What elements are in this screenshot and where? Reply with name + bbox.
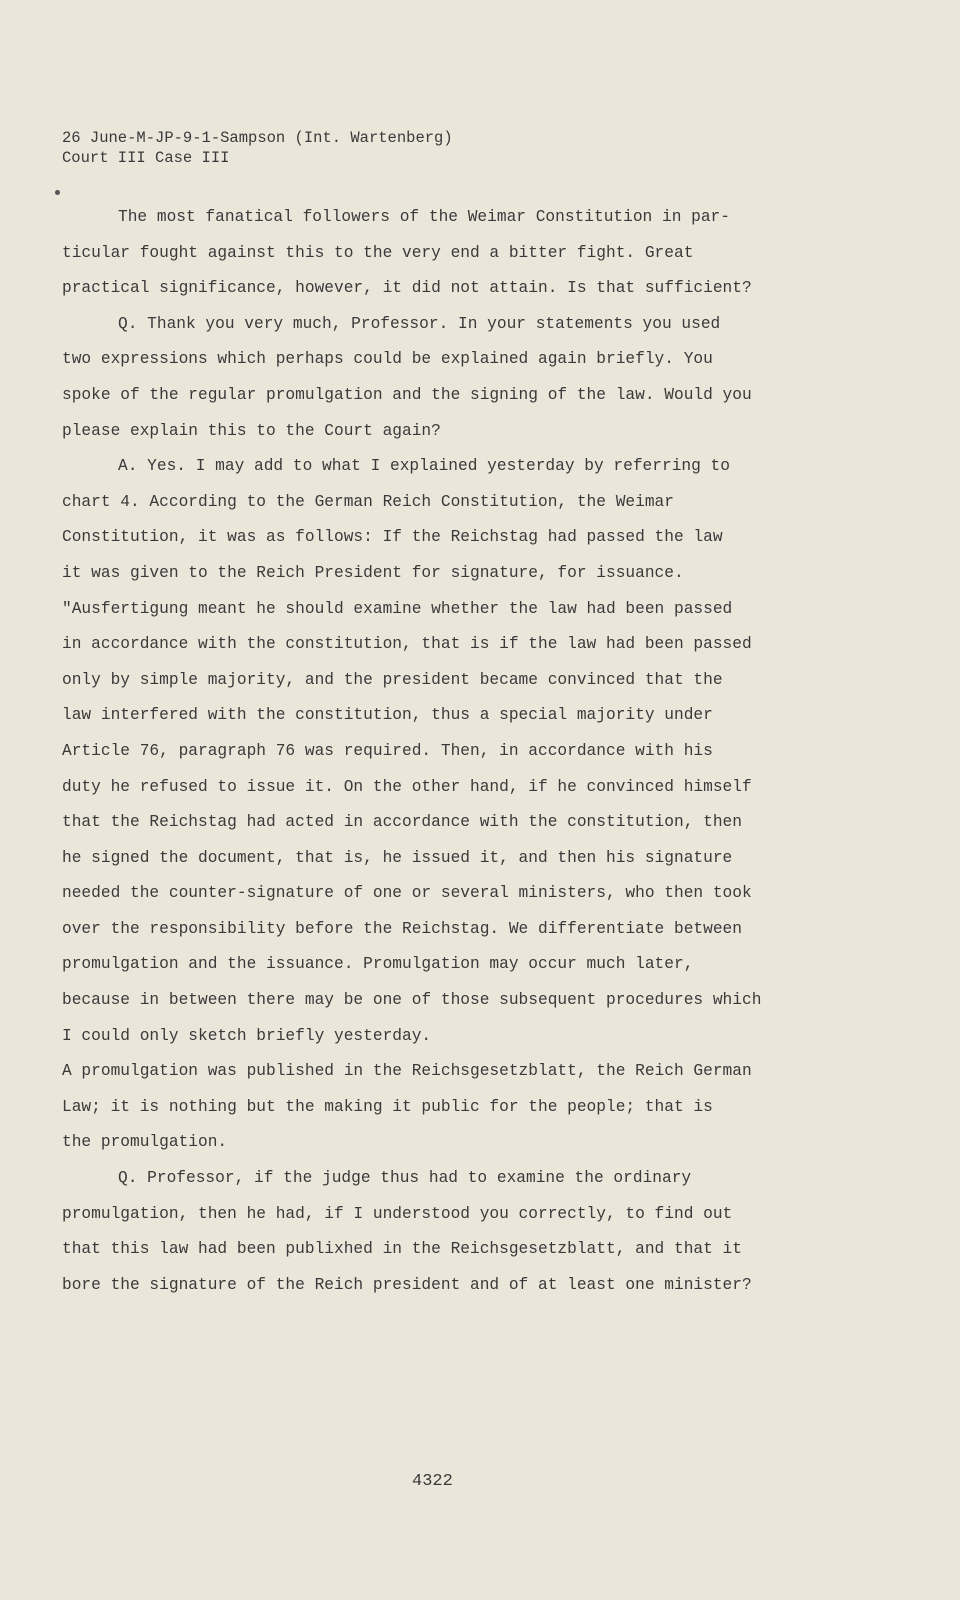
transcript-line: Law; it is nothing but the making it public for the people; that is [62, 1097, 713, 1116]
transcript-line: two expressions which perhaps could be explained again briefly. You [62, 350, 713, 369]
transcript-line: The most fanatical followers of the Weimar Constitution in par- [118, 208, 730, 226]
transcript-line: it was given to the Reich President for signature, for issuance. [62, 563, 684, 582]
transcript-line: the promulgation. [62, 1133, 228, 1152]
transcript-line: over the responsibility before the Reichstag. We differentiate between [62, 919, 742, 938]
transcript-line: chart 4. According to the German Reich Constitution, the Weimar [62, 492, 674, 511]
transcript-line: A promulgation was published in the Reichsgesetzblatt, the Reich German [62, 1062, 752, 1081]
transcript-line: bore the signature of the Reich president and of at least one minister? [62, 1275, 752, 1294]
transcript-line: duty he refused to issue it. On the other hand, if he convinced himself [62, 777, 752, 796]
page-number: 4322 [412, 1472, 453, 1491]
transcript-line: Q. Professor, if the judge thus had to examine the ordinary [118, 1169, 692, 1188]
transcript-line: law interfered with the constitution, thus a special majority under [62, 706, 713, 725]
transcript-line: he signed the document, that is, he issued it, and then his signature [62, 848, 733, 867]
transcript-line: in accordance with the constitution, that is if the law had been passed [62, 635, 752, 654]
transcript-line: needed the counter-signature of one or several ministers, who then took [62, 884, 752, 903]
transcript-line: only by simple majority, and the president became convinced that the [62, 670, 723, 689]
transcript-line: Q. Thank you very much, Professor. In your statements you used [118, 314, 721, 333]
transcript-line: Constitution, it was as follows: If the Reichstag had passed the law [62, 528, 723, 547]
transcript-line: practical significance, however, it did not attain. Is that sufficient? [62, 279, 752, 298]
transcript-body [62, 200, 872, 1303]
transcript-line: promulgation and the issuance. Promulgation may occur much later, [62, 955, 694, 974]
transcript-line: that this law had been publixhed in the Reichsgesetzblatt, and that it [62, 1240, 742, 1259]
transcript-line: spoke of the regular promulgation and the signing of the law. Would you [62, 385, 752, 404]
transcript-line: A. Yes. I may add to what I explained yesterday by referring to [118, 457, 730, 476]
document-header [62, 128, 453, 168]
header-session-line: 26 June-M-JP-9-1-Sampson (Int. Wartenberg) [62, 129, 453, 147]
transcript-line: Article 76, paragraph 76 was required. Then, in accordance with his [62, 741, 713, 760]
transcript-line: ticular fought against this to the very end a bitter fight. Great [62, 243, 694, 262]
transcript-line: I could only sketch briefly yesterday. [62, 1026, 432, 1045]
transcript-line: promulgation, then he had, if I understood you correctly, to find out [62, 1204, 733, 1223]
transcript-line: because in between there may be one of those subsequent procedures which [62, 991, 762, 1010]
transcript-line: "Ausfertigung meant he should examine whether the law had been passed [62, 599, 733, 618]
header-court-line: Court III Case III [62, 149, 230, 167]
margin-dot [55, 190, 60, 195]
transcript-line: that the Reichstag had acted in accordance with the constitution, then [62, 813, 742, 832]
transcript-line: please explain this to the Court again? [62, 421, 441, 440]
